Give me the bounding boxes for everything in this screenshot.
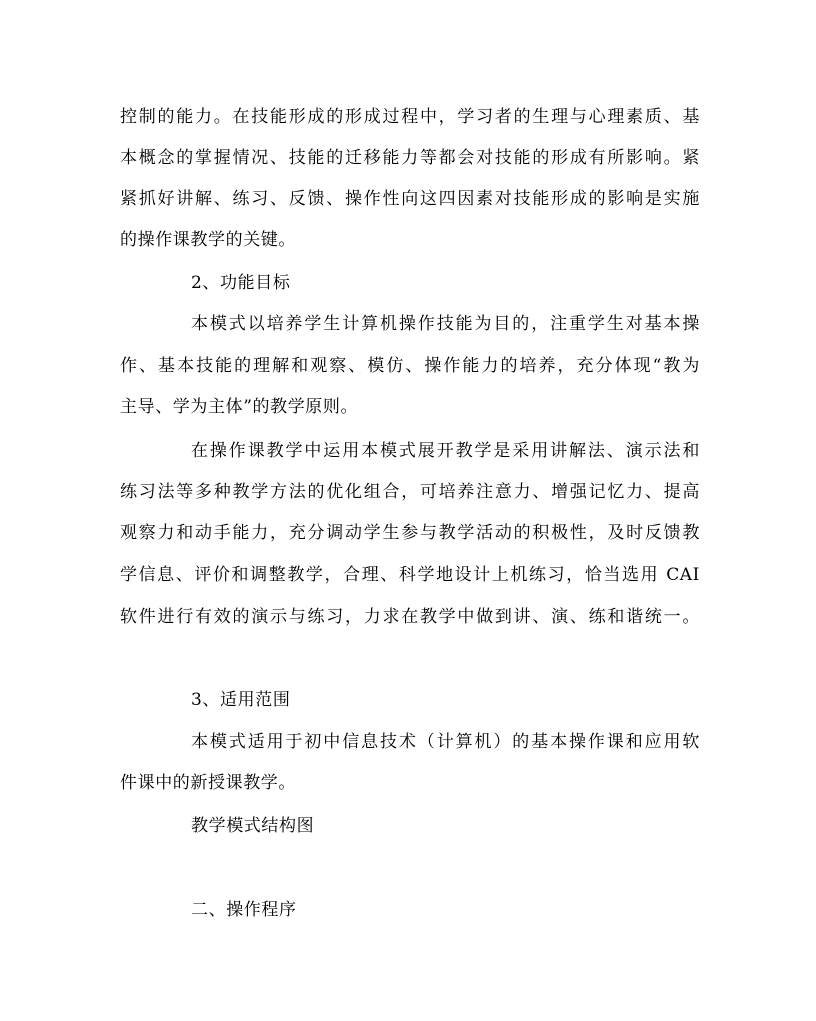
- diagram-caption: 教学模式结构图: [191, 816, 315, 836]
- text-line: 在操作课教学中运用本模式展开教学是采用讲解法、演示法和: [191, 441, 700, 461]
- text-line: 的操作课教学的关键。: [120, 230, 296, 250]
- text-line: 学信息、评价和调整教学，合理、科学地设计上机练习，恰当选用 CAI: [120, 565, 700, 585]
- text-line: 件课中的新授课教学。: [120, 773, 296, 793]
- text-line: 作、基本技能的理解和观察、模仿、操作能力的培养，充分体现“教为: [120, 356, 700, 376]
- text-line: 练习法等多种教学方法的优化组合，可培养注意力、增强记忆力、提高: [120, 482, 700, 502]
- text-line: 主导、学为主体”的教学原则。: [120, 397, 359, 417]
- heading-scope: 3、适用范围: [191, 690, 291, 710]
- text-line: 本概念的掌握情况、技能的迁移能力等都会对技能的形成有所影响。紧: [120, 148, 700, 168]
- text-line: 本模式以培养学生计算机操作技能为目的，注重学生对基本操: [191, 314, 700, 334]
- text-line: 观察力和动手能力，充分调动学生参与教学活动的积极性，及时反馈教: [120, 523, 700, 543]
- heading-function-goals: 2、功能目标: [191, 273, 291, 293]
- text-line: 紧抓好讲解、练习、反馈、操作性向这四因素对技能形成的影响是实施: [120, 189, 700, 209]
- text-line: 控制的能力。在技能形成的形成过程中，学习者的生理与心理素质、基: [120, 107, 700, 127]
- text-line: 软件进行有效的演示与练习，力求在教学中做到讲、演、练和谐统一。: [120, 607, 700, 627]
- text-line: 本模式适用于初中信息技术（计算机）的基本操作课和应用软: [191, 732, 700, 752]
- section-heading-procedure: 二、操作程序: [191, 900, 297, 920]
